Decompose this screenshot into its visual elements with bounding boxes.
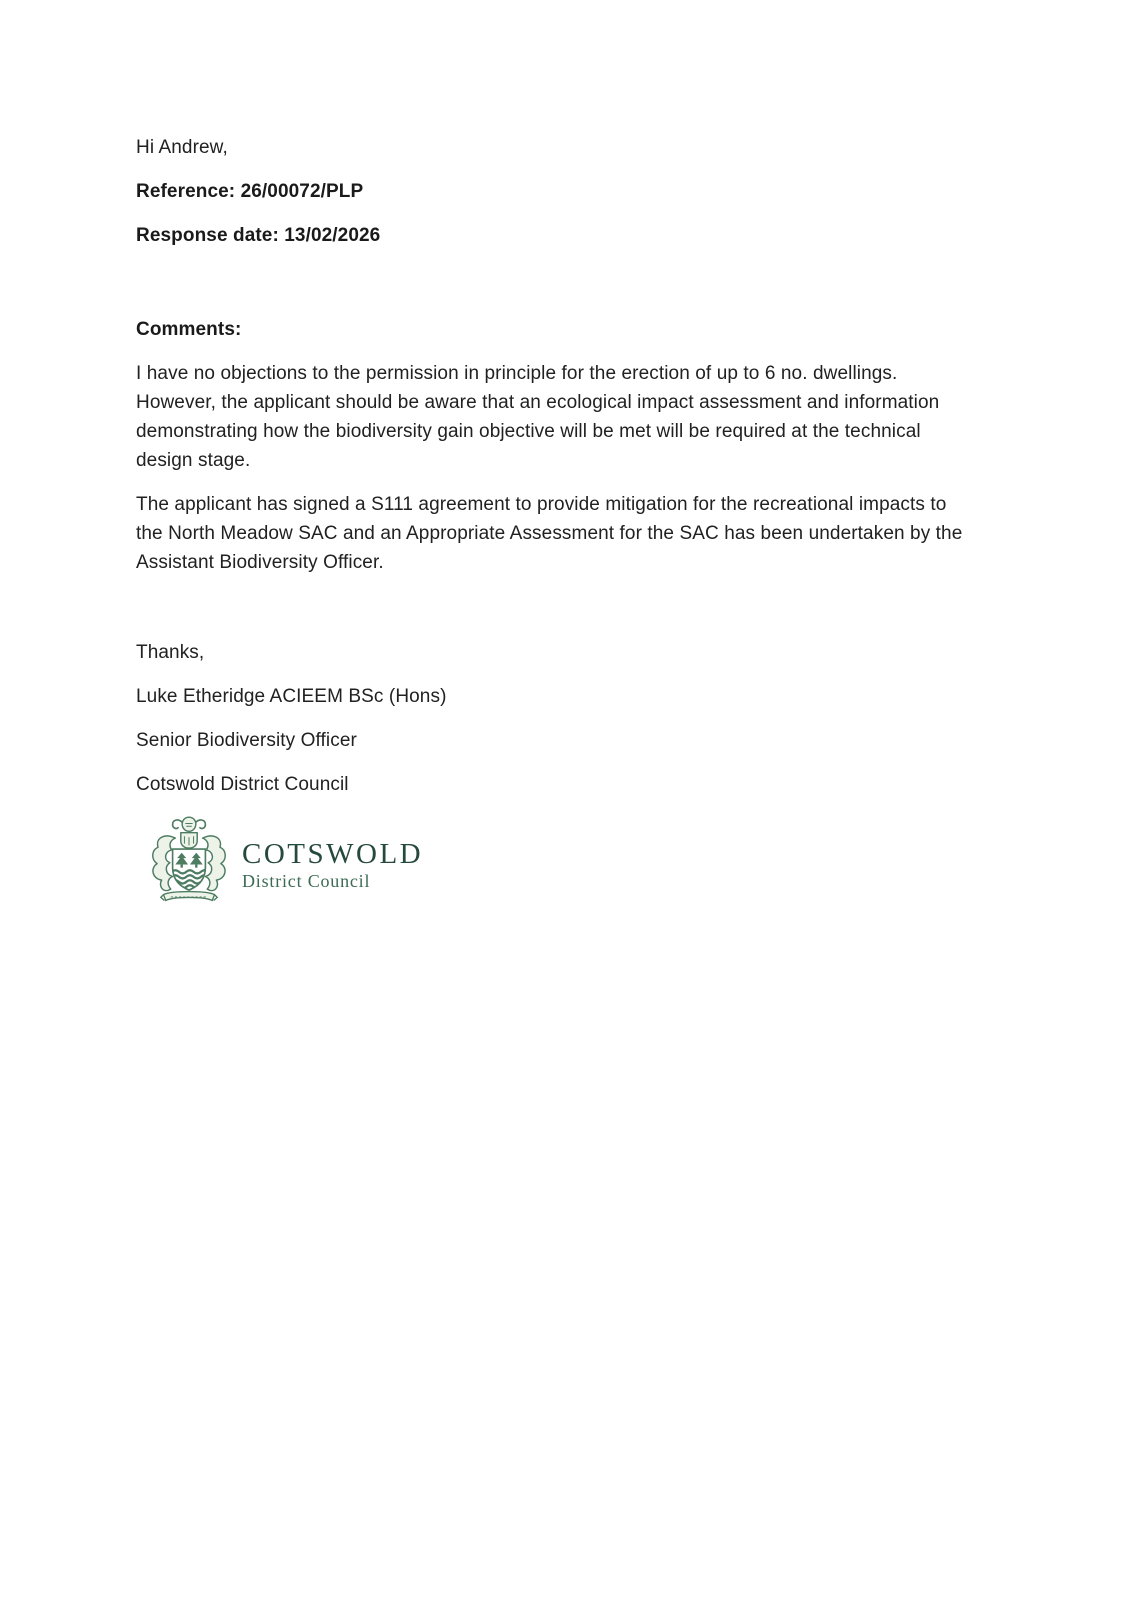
response-date-line: Response date: 13/02/2026 [136, 225, 381, 246]
paragraph-line: demonstrating how the biodiversity gain objective will be met will be required at the technical [136, 421, 921, 442]
blank-line [136, 265, 996, 315]
comments-heading: Comments: [136, 319, 242, 340]
closing: Thanks, [136, 642, 205, 663]
council-logo [148, 814, 996, 906]
council-logo-subtitle: District Council [242, 870, 371, 891]
signature-name: Luke Etheridge ACIEEM BSc (Hons) [136, 686, 447, 707]
council-logo-wordmark: COTSWOLD [242, 837, 424, 870]
paragraph-line: Assistant Biodiversity Officer. [136, 552, 384, 573]
paragraph-line: I have no objections to the permission in principle for the erection of up to 6 no. dwellings. [136, 363, 898, 384]
greeting: Hi Andrew, [136, 137, 228, 158]
signature-organisation: Cotswold District Council [136, 774, 349, 795]
comments-paragraph-1 [136, 359, 996, 475]
paragraph-line: However, the applicant should be aware that an ecological impact assessment and information [136, 392, 940, 413]
comments-paragraph-2 [136, 490, 996, 577]
council-logo-text [242, 829, 423, 892]
paragraph-line: design stage. [136, 450, 251, 471]
reference-line: Reference: 26/00072/PLP [136, 181, 364, 202]
signature-title: Senior Biodiversity Officer [136, 730, 357, 751]
cotswold-crest-icon [148, 814, 230, 906]
paragraph-line: the North Meadow SAC and an Appropriate Assessment for the SAC has been undertaken by the [136, 523, 963, 544]
blank-line [136, 592, 996, 638]
paragraph-line: The applicant has signed a S111 agreement to provide mitigation for the recreational impacts to [136, 494, 947, 515]
